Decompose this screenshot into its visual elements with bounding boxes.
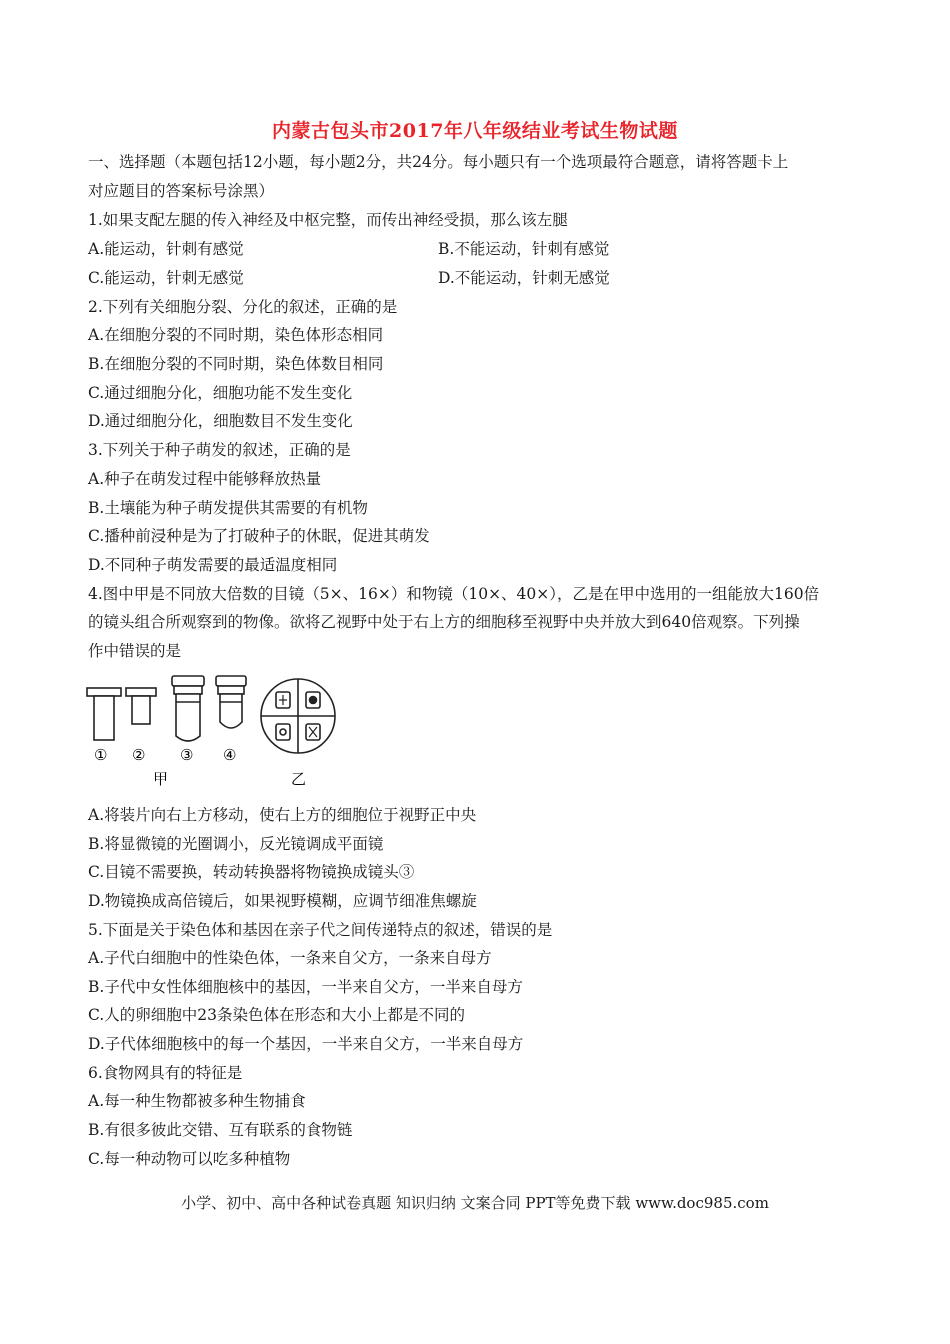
eyepiece-1-icon xyxy=(87,688,121,740)
label-3: ③ xyxy=(180,746,194,764)
q4-stem-line2: 的镜头组合所观察到的物像。欲将乙视野中处于右上方的细胞移至视野中央并放大到640倍观察。下列操 xyxy=(88,613,800,631)
q4-option-a: A.将装片向右上方移动，使右上方的细胞位于视野正中央 xyxy=(88,806,477,824)
caption-yi: 乙 xyxy=(291,770,307,788)
q1-stem: 1.如果支配左腿的传入神经及中枢完整，而传出神经受损，那么该左腿 xyxy=(88,211,568,229)
objective-3-icon xyxy=(172,676,204,741)
label-4: ④ xyxy=(223,746,237,764)
q6-stem: 6.食物网具有的特征是 xyxy=(88,1064,243,1082)
q4-stem-line1: 4.图中甲是不同放大倍数的目镜（5×、16×）和物镜（10×、40×），乙是在甲中选用的一组能放大160倍 xyxy=(88,585,820,603)
microscope-figure xyxy=(82,672,362,790)
section-heading-line2: 对应题目的答案标号涂黑） xyxy=(88,182,275,200)
q6-option-c: C.每一种动物可以吃多种植物 xyxy=(88,1150,291,1168)
q2-option-b: B.在细胞分裂的不同时期，染色体数目相同 xyxy=(88,355,384,373)
q1-option-d: D.不能运动，针刺无感觉 xyxy=(438,269,610,287)
label-2: ② xyxy=(132,746,146,764)
q2-option-d: D.通过细胞分化，细胞数目不发生变化 xyxy=(88,412,353,430)
q1-option-a: A.能运动，针刺有感觉 xyxy=(88,240,244,258)
q5-stem: 5.下面是关于染色体和基因在亲子代之间传递特点的叙述，错误的是 xyxy=(88,921,553,939)
q5-option-d: D.子代体细胞核中的每一个基因，一半来自父方，一半来自母方 xyxy=(88,1035,524,1053)
q2-stem: 2.下列有关细胞分裂、分化的叙述，正确的是 xyxy=(88,298,398,316)
q2-option-c: C.通过细胞分化，细胞功能不发生变化 xyxy=(88,384,353,402)
q6-option-b: B.有很多彼此交错、互有联系的食物链 xyxy=(88,1121,353,1139)
eyepiece-2-icon xyxy=(126,688,156,724)
q3-option-b: B.土壤能为种子萌发提供其需要的有机物 xyxy=(88,499,368,517)
q3-stem: 3.下列关于种子萌发的叙述，正确的是 xyxy=(88,441,351,459)
caption-jia: 甲 xyxy=(153,770,169,788)
q4-stem-line3: 作中错误的是 xyxy=(88,642,182,660)
q2-option-a: A.在细胞分裂的不同时期，染色体形态相同 xyxy=(88,326,384,344)
q5-option-a: A.子代白细胞中的性染色体，一条来自父方，一条来自母方 xyxy=(88,949,492,967)
q1-option-c: C.能运动，针刺无感觉 xyxy=(88,269,244,287)
q5-option-b: B.子代中女性体细胞核中的基因，一半来自父方，一半来自母方 xyxy=(88,978,523,996)
section-heading-line1: 一、选择题（本题包括12小题，每小题2分，共24分。每小题只有一个选项最符合题意，请将答题卡上 xyxy=(88,153,789,171)
microscope-lenses-svg xyxy=(82,672,362,790)
q1-option-b: B.不能运动，针刺有感觉 xyxy=(438,240,610,258)
page-footer: 小学、初中、高中各种试卷真题 知识归纳 文案合同 PPT等免费下载 www.doc985.com xyxy=(181,1194,769,1212)
q3-option-d: D.不同种子萌发需要的最适温度相同 xyxy=(88,556,338,574)
page-title: 内蒙古包头市2017年八年级结业考试生物试题 xyxy=(272,120,678,142)
q4-option-b: B.将显微镜的光圈调小，反光镜调成平面镜 xyxy=(88,835,384,853)
q3-option-c: C.播种前浸种是为了打破种子的休眠，促进其萌发 xyxy=(88,527,430,545)
field-of-view-icon xyxy=(261,679,335,753)
q4-option-c: C.目镜不需要换，转动转换器将物镜换成镜头③ xyxy=(88,863,415,881)
q5-option-c: C.人的卵细胞中23条染色体在形态和大小上都是不同的 xyxy=(88,1006,465,1024)
objective-4-icon xyxy=(216,676,246,728)
q6-option-a: A.每一种生物都被多种生物捕食 xyxy=(88,1092,306,1110)
q4-option-d: D.物镜换成高倍镜后，如果视野模糊，应调节细准焦螺旋 xyxy=(88,892,477,910)
q3-option-a: A.种子在萌发过程中能够释放热量 xyxy=(88,470,322,488)
label-1: ① xyxy=(94,746,108,764)
